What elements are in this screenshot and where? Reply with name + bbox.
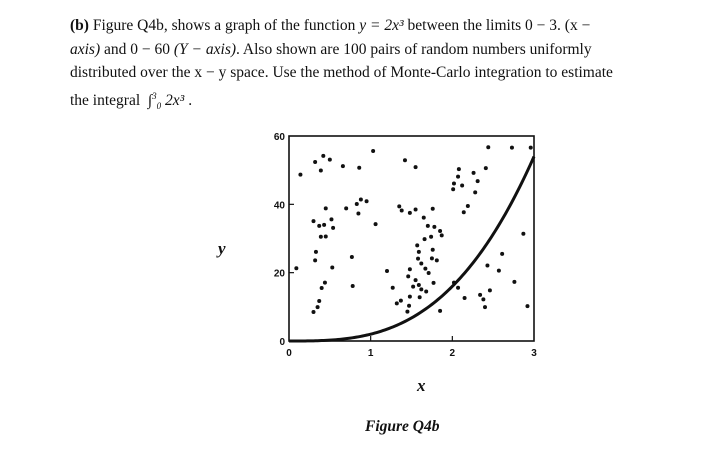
data-point xyxy=(385,269,389,273)
data-point xyxy=(423,267,427,271)
data-point xyxy=(395,301,399,305)
data-point xyxy=(322,223,326,227)
data-point xyxy=(350,255,354,259)
integrand: 2x³ xyxy=(165,91,185,109)
data-point xyxy=(397,204,401,208)
x-axis-label: x xyxy=(417,376,426,395)
data-point xyxy=(525,304,529,308)
data-point xyxy=(330,266,334,270)
data-point xyxy=(320,286,324,290)
data-point xyxy=(312,310,316,314)
data-point xyxy=(423,237,427,241)
data-point xyxy=(408,267,412,271)
question-label: (b) xyxy=(70,17,89,34)
data-point xyxy=(432,281,436,285)
data-point xyxy=(462,210,466,214)
data-point xyxy=(510,146,514,150)
data-point xyxy=(456,286,460,290)
data-point xyxy=(427,271,431,275)
data-point xyxy=(416,257,420,261)
data-point xyxy=(414,165,418,169)
data-point xyxy=(406,274,410,278)
data-point xyxy=(414,278,418,282)
data-point xyxy=(424,289,428,293)
data-point xyxy=(431,248,435,252)
data-point xyxy=(408,295,412,299)
data-point xyxy=(324,234,328,238)
data-point xyxy=(488,288,492,292)
data-point xyxy=(391,286,395,290)
data-point xyxy=(298,173,302,177)
data-point xyxy=(365,199,369,203)
data-point xyxy=(476,179,480,183)
data-point xyxy=(417,250,421,254)
y-range-text: and 0 − 60 xyxy=(104,40,171,58)
data-point xyxy=(478,293,482,297)
data-point xyxy=(466,204,470,208)
data-point xyxy=(317,299,321,303)
data-point xyxy=(351,284,355,288)
x-tick-label: 1 xyxy=(367,348,374,359)
data-point xyxy=(484,166,488,170)
x-tick-label: 0 xyxy=(286,348,292,359)
data-point xyxy=(456,175,460,179)
data-point xyxy=(399,299,403,303)
data-point xyxy=(440,233,444,237)
tick-labels xyxy=(274,132,537,359)
integral-symbol: ∫ xyxy=(147,91,153,109)
y-axis-term: (Y − axis) xyxy=(173,40,237,58)
data-point xyxy=(414,207,418,211)
data-point xyxy=(422,216,426,220)
data-point xyxy=(457,167,461,171)
data-point xyxy=(324,206,328,210)
data-point xyxy=(341,164,345,168)
data-point xyxy=(323,281,327,285)
data-point xyxy=(430,256,434,260)
question-line-3: distributed over the x − y space. Use the method of Monte-Carlo integration to estimate xyxy=(70,64,613,81)
data-point xyxy=(294,266,298,270)
figure-caption: Figure Q4b xyxy=(365,418,440,435)
data-point xyxy=(485,263,489,267)
data-point xyxy=(328,158,332,162)
data-point xyxy=(529,146,533,150)
plot-frame xyxy=(289,136,534,341)
integral-upper-limit: 3 xyxy=(152,90,157,101)
data-point xyxy=(431,207,435,211)
y-tick-label: 0 xyxy=(279,337,285,348)
data-point xyxy=(359,198,363,202)
data-point xyxy=(426,224,430,228)
data-point xyxy=(512,280,516,284)
y-axis-label: y xyxy=(218,239,226,258)
data-point xyxy=(411,285,415,289)
function-expression: y = 2x³ xyxy=(359,17,404,34)
data-point xyxy=(481,297,485,301)
data-point xyxy=(419,287,423,291)
data-point xyxy=(316,305,320,309)
x-tick-label: 2 xyxy=(449,348,456,359)
question-line1-tail: between the limits 0 − 3. (x − xyxy=(407,17,591,34)
data-point xyxy=(473,190,477,194)
y-tick-label: 20 xyxy=(273,268,285,280)
data-point xyxy=(355,202,359,206)
data-point xyxy=(429,235,433,239)
data-point xyxy=(432,225,436,229)
data-point xyxy=(452,281,456,285)
data-point xyxy=(313,258,317,262)
data-point xyxy=(403,158,407,162)
curve-y-2x3 xyxy=(289,157,534,342)
data-point xyxy=(500,252,504,256)
data-point xyxy=(344,206,348,210)
data-point xyxy=(460,184,464,188)
data-point xyxy=(463,296,467,300)
data-point xyxy=(419,261,423,265)
data-point xyxy=(472,171,476,175)
data-point xyxy=(356,212,360,216)
data-point xyxy=(452,181,456,185)
data-point xyxy=(486,145,490,149)
data-point xyxy=(497,269,501,273)
data-point xyxy=(521,232,525,236)
data-point xyxy=(400,208,404,212)
data-point xyxy=(405,310,409,314)
data-point xyxy=(438,309,442,313)
data-point xyxy=(435,258,439,262)
data-point xyxy=(319,235,323,239)
data-point xyxy=(407,304,411,308)
data-point xyxy=(357,166,361,170)
data-point xyxy=(329,217,333,221)
question-line2-tail: . Also shown are 100 pairs of random numbers uniformly xyxy=(236,40,592,58)
x-axis-term: axis) xyxy=(70,40,101,58)
x-tick-label: 3 xyxy=(531,348,537,359)
integral-lower-limit: 0 xyxy=(156,100,162,111)
data-point xyxy=(483,305,487,309)
y-tick-label: 60 xyxy=(273,132,285,143)
data-point xyxy=(314,250,318,254)
question-line1-text: Figure Q4b, shows a graph of the function xyxy=(92,17,356,34)
data-point xyxy=(321,154,325,158)
data-point xyxy=(312,219,316,223)
integral-period: . xyxy=(188,91,193,109)
data-point xyxy=(438,229,442,233)
data-point xyxy=(371,149,375,153)
data-point xyxy=(319,169,323,173)
integral-prefix: the integral xyxy=(70,91,141,109)
data-point xyxy=(451,187,455,191)
data-point xyxy=(408,211,412,215)
data-point xyxy=(313,160,317,164)
data-point xyxy=(374,222,378,226)
data-point xyxy=(417,283,421,287)
data-point xyxy=(418,295,422,299)
y-tick-label: 40 xyxy=(273,200,285,212)
data-point xyxy=(331,226,335,230)
data-point xyxy=(415,243,419,247)
data-point xyxy=(317,224,321,228)
